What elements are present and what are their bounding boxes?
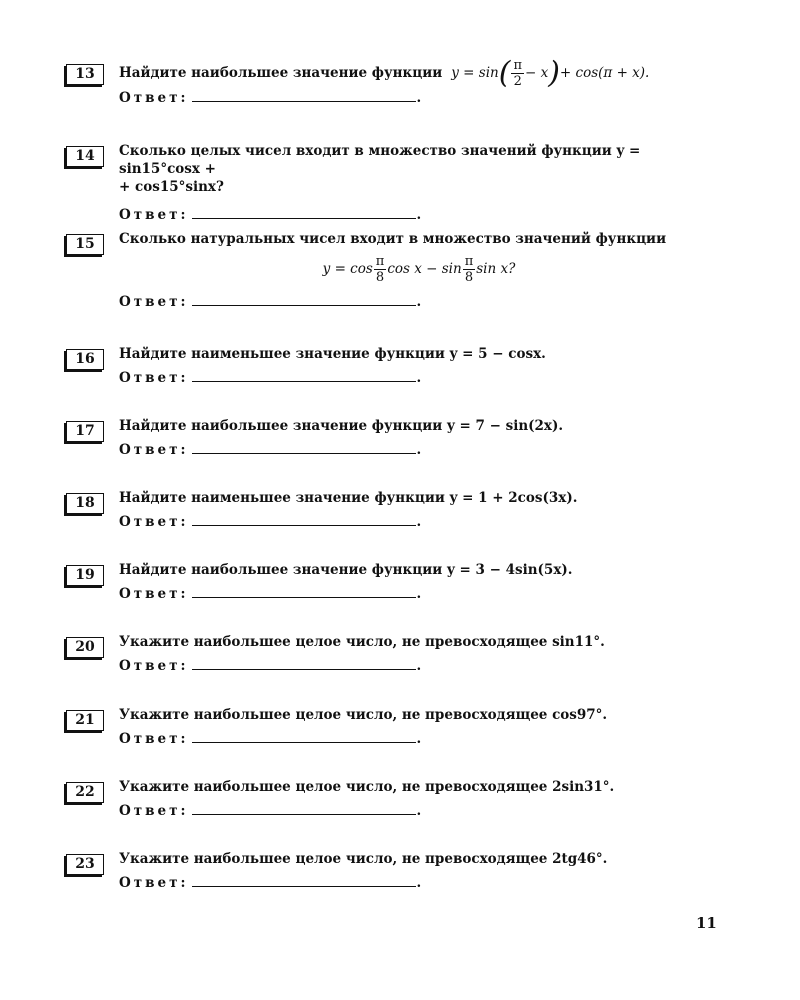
answer-field[interactable] — [192, 874, 416, 887]
answer-field[interactable] — [192, 206, 416, 219]
problem-statement: Укажите наибольшее целое число, не превосходящее cos97°. — [119, 707, 608, 723]
answer-row: Ответ: . — [119, 90, 422, 106]
answer-row: Ответ: . — [119, 803, 422, 819]
answer-row: Ответ: . — [119, 442, 422, 458]
problem-number: 15 — [66, 234, 104, 255]
answer-field[interactable] — [192, 369, 416, 382]
left-paren: ( — [498, 55, 511, 91]
formula: y = sin( $\frac{\pi}{2}$ − x)+ cos(π + x). — [451, 55, 650, 91]
problem-statement: Найдите наибольшее значение функции — [119, 65, 443, 81]
problem-number: 18 — [66, 493, 104, 514]
problem-number: 23 — [66, 854, 104, 875]
answer-field[interactable] — [192, 441, 416, 454]
answer-row: Ответ: . — [119, 875, 422, 891]
problem-statement: Найдите наименьшее значение функции y = 5 − cosx. — [119, 346, 546, 362]
answer-row: Ответ: . — [119, 294, 422, 310]
problem-statement: Сколько натуральных чисел входит в множество значений функции — [119, 231, 667, 247]
problem-number: 20 — [66, 637, 104, 658]
problem-statement: Найдите наименьшее значение функции y = 1 + 2cos(3x). — [119, 490, 578, 506]
problem-statement: Укажите наибольшее целое число, не превосходящее sin11°. — [119, 634, 605, 650]
problem-text — [119, 55, 719, 91]
fraction: $\frac{\pi}{2}$ — [513, 58, 522, 89]
formula: y = cos $\frac{\pi}{8}$ cos x − sin $\frac{\pi}{8}$ sin x? — [322, 254, 516, 285]
answer-field[interactable] — [192, 657, 416, 670]
problem-number: 22 — [66, 782, 104, 803]
problem-statement: Укажите наибольшее целое число, не превосходящее 2tg46°. — [119, 851, 608, 867]
problem-statement: Найдите наибольшее значение функции y = 7 − sin(2x). — [119, 418, 564, 434]
answer-field[interactable] — [192, 585, 416, 598]
problem-number: 13 — [66, 64, 104, 85]
answer-row: Ответ: . — [119, 207, 422, 223]
problem-text: Сколько целых чисел входит в множество значений функции y = sin15°cosx + + cos15°sinx? — [119, 143, 641, 195]
answer-row: Ответ: . — [119, 658, 422, 674]
page-number: 11 — [696, 914, 717, 932]
problem-number: 16 — [66, 349, 104, 370]
answer-row: Ответ: . — [119, 731, 422, 747]
answer-field[interactable] — [192, 513, 416, 526]
answer-field[interactable] — [192, 730, 416, 743]
answer-field[interactable] — [192, 89, 416, 102]
problem-number: 21 — [66, 710, 104, 731]
problem-statement: Укажите наибольшее целое число, не превосходящее 2sin31°. — [119, 779, 615, 795]
answer-row: Ответ: . — [119, 586, 422, 602]
answer-row: Ответ: . — [119, 514, 422, 530]
problem-number: 17 — [66, 421, 104, 442]
answer-row: Ответ: . — [119, 370, 422, 386]
fraction: $\frac{\pi}{8}$ — [464, 254, 474, 285]
answer-field[interactable] — [192, 293, 416, 306]
problem-number: 14 — [66, 146, 104, 167]
problem-statement: Найдите наибольшее значение функции y = 3 − 4sin(5x). — [119, 562, 573, 578]
answer-field[interactable] — [192, 802, 416, 815]
fraction: $\frac{\pi}{8}$ — [375, 254, 385, 285]
problem-number: 19 — [66, 565, 104, 586]
right-paren: ) — [548, 55, 560, 91]
